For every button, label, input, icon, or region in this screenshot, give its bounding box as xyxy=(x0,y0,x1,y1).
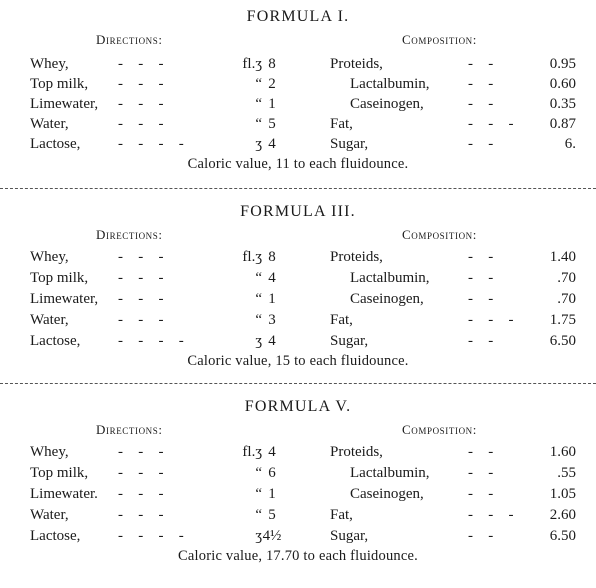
table-row xyxy=(0,333,596,353)
component-value: 1.75 xyxy=(549,312,576,328)
leader-dashes: - - - xyxy=(468,507,515,523)
quantity: 4 xyxy=(268,444,276,460)
composition-header: Composition: xyxy=(402,422,477,437)
unit: “ xyxy=(255,96,262,112)
leader-dashes: - - xyxy=(468,96,495,112)
component-value: 0.87 xyxy=(549,116,576,132)
unit: fl.ʒ xyxy=(242,444,262,460)
component-value: .70 xyxy=(557,291,576,307)
composition-header: Composition: xyxy=(402,227,477,242)
ingredient: Top milk, xyxy=(30,270,89,286)
quantity: 5 xyxy=(268,507,276,523)
leader-dashes: - - xyxy=(468,136,495,152)
component: Fat, xyxy=(330,312,353,328)
table-row xyxy=(0,270,596,290)
caloric-value: Caloric value, 15 to each fluidounce. xyxy=(187,353,409,369)
component: Proteids, xyxy=(330,444,383,460)
ingredient: Limewater, xyxy=(30,96,99,112)
quantity: 1 xyxy=(268,291,276,307)
leader-dashes: - - xyxy=(468,270,495,286)
quantity: 1 xyxy=(268,486,276,502)
leader-dashes: - - xyxy=(468,56,495,72)
leader-dashes: - - - xyxy=(118,486,165,502)
leader-dashes: - - - xyxy=(118,465,165,481)
quantity: 4 xyxy=(268,270,276,286)
table-row xyxy=(0,528,596,548)
divider xyxy=(0,383,596,384)
component: Sugar, xyxy=(330,333,369,349)
unit: “ xyxy=(255,507,262,523)
table-row xyxy=(0,56,596,76)
component: Proteids, xyxy=(330,56,383,72)
component: Lactalbumin, xyxy=(350,76,430,92)
ingredient: Whey, xyxy=(30,56,69,72)
table-row xyxy=(0,76,596,96)
formula-1 xyxy=(0,8,596,198)
leader-dashes: - - xyxy=(468,76,495,92)
ingredient: Water, xyxy=(30,312,69,328)
component: Proteids, xyxy=(330,249,383,265)
table-row xyxy=(0,312,596,332)
leader-dashes: - - - xyxy=(118,507,165,523)
component: Caseinogen, xyxy=(350,96,424,112)
formula-5 xyxy=(0,398,596,588)
ingredient: Top milk, xyxy=(30,76,89,92)
ingredient: Whey, xyxy=(30,249,69,265)
quantity: 6 xyxy=(268,465,276,481)
leader-dashes: - - xyxy=(468,333,495,349)
quantity: 5 xyxy=(268,116,276,132)
table-row xyxy=(0,444,596,464)
leader-dashes: - - xyxy=(468,486,495,502)
component-value: 0.95 xyxy=(549,56,576,72)
unit: fl.ʒ xyxy=(242,249,262,265)
ingredient: Lactose, xyxy=(30,136,81,152)
leader-dashes: - - - xyxy=(118,312,165,328)
table-row xyxy=(0,136,596,156)
formula-title: FORMULA III. xyxy=(240,203,356,220)
component: Lactalbumin, xyxy=(350,270,430,286)
quantity: 3 xyxy=(268,312,276,328)
ingredient: Top milk, xyxy=(30,465,89,481)
leader-dashes: - - - - xyxy=(118,136,185,152)
table-row xyxy=(0,249,596,269)
formula-title: FORMULA I. xyxy=(246,8,350,25)
divider xyxy=(0,188,596,189)
leader-dashes: - - - - xyxy=(118,528,185,544)
leader-dashes: - - xyxy=(468,528,495,544)
directions-header: Directions: xyxy=(96,227,163,242)
leader-dashes: - - - xyxy=(118,96,165,112)
component-value: .55 xyxy=(557,465,576,481)
component: Lactalbumin, xyxy=(350,465,430,481)
leader-dashes: - - - xyxy=(118,291,165,307)
leader-dashes: - - - xyxy=(468,116,515,132)
ingredient: Lactose, xyxy=(30,528,81,544)
component-value: 1.60 xyxy=(549,444,576,460)
leader-dashes: - - - xyxy=(118,56,165,72)
leader-dashes: - - - xyxy=(468,312,515,328)
ingredient: Water, xyxy=(30,507,69,523)
component: Sugar, xyxy=(330,528,369,544)
unit: “ xyxy=(255,270,262,286)
component: Fat, xyxy=(330,116,353,132)
leader-dashes: - - xyxy=(468,444,495,460)
component: Caseinogen, xyxy=(350,291,424,307)
quantity: 4 xyxy=(268,136,276,152)
table-row xyxy=(0,96,596,116)
component-value: 2.60 xyxy=(549,507,576,523)
quantity: 8 xyxy=(268,56,276,72)
component: Sugar, xyxy=(330,136,369,152)
directions-header: Directions: xyxy=(96,32,163,47)
ingredient: Water, xyxy=(30,116,69,132)
ingredient: Limewater, xyxy=(30,291,99,307)
unit: “ xyxy=(255,312,262,328)
leader-dashes: - - - xyxy=(118,76,165,92)
table-row xyxy=(0,486,596,506)
formula-3 xyxy=(0,203,596,393)
unit: ʒ xyxy=(255,333,262,349)
leader-dashes: - - xyxy=(468,291,495,307)
table-row xyxy=(0,116,596,136)
unit: “ xyxy=(255,291,262,307)
table-row xyxy=(0,291,596,311)
component-value: 1.05 xyxy=(549,486,576,502)
leader-dashes: - - - - xyxy=(118,333,185,349)
unit: fl.ʒ xyxy=(242,56,262,72)
leader-dashes: - - xyxy=(468,249,495,265)
component: Caseinogen, xyxy=(350,486,424,502)
leader-dashes: - - xyxy=(468,465,495,481)
leader-dashes: - - - xyxy=(118,116,165,132)
caloric-value: Caloric value, 11 to each fluidounce. xyxy=(187,156,409,172)
unit: “ xyxy=(255,116,262,132)
component-value: .70 xyxy=(557,270,576,286)
table-row xyxy=(0,465,596,485)
component-value: 6.50 xyxy=(549,333,576,349)
formula-title: FORMULA V. xyxy=(244,398,352,415)
directions-header: Directions: xyxy=(96,422,163,437)
leader-dashes: - - - xyxy=(118,444,165,460)
component-value: 6.50 xyxy=(549,528,576,544)
quantity: 8 xyxy=(268,249,276,265)
leader-dashes: - - - xyxy=(118,270,165,286)
unit: “ xyxy=(255,486,262,502)
ingredient: Lactose, xyxy=(30,333,81,349)
component: Fat, xyxy=(330,507,353,523)
unit: ʒ xyxy=(255,136,262,152)
table-row xyxy=(0,507,596,527)
quantity: 2 xyxy=(268,76,276,92)
unit: “ xyxy=(255,465,262,481)
ingredient: Limewater. xyxy=(30,486,98,502)
component-value: 6. xyxy=(564,136,576,152)
composition-header: Composition: xyxy=(402,32,477,47)
quantity: 4½ xyxy=(262,528,282,544)
component-value: 1.40 xyxy=(549,249,576,265)
unit: “ xyxy=(255,76,262,92)
ingredient: Whey, xyxy=(30,444,69,460)
unit: ʒ xyxy=(255,528,262,544)
quantity: 4 xyxy=(268,333,276,349)
leader-dashes: - - - xyxy=(118,249,165,265)
caloric-value: Caloric value, 17.70 to each fluidounce. xyxy=(178,548,418,564)
component-value: 0.60 xyxy=(549,76,576,92)
quantity: 1 xyxy=(268,96,276,112)
component-value: 0.35 xyxy=(549,96,576,112)
